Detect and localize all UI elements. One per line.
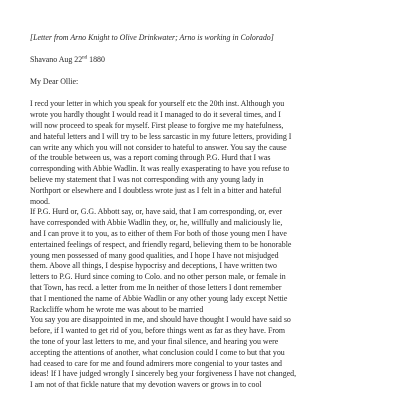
text-line: and I can prove it to you, as to either of them For both of those young men I have: [30, 228, 287, 238]
text-line: letters to P.G. Hurd since coming to Colo. and no other person male, or female in: [30, 272, 286, 282]
dateline-place-day: Shavano Aug 22: [30, 54, 83, 64]
text-line: Northport or elsewhere and I doubtless wrote just as I felt in a bitter and hateful: [30, 185, 282, 195]
text-line: can write any which you will not consider to hateful to answer. You say the cause: [30, 142, 287, 152]
salutation: My Dear Ollie:: [30, 76, 79, 86]
text-line: them. Above all things, I despise hypocrisy and deceptions, I have written two: [30, 261, 277, 271]
text-line: corresponding with Abbie Wadlin. It was really exasperating to have you refuse to: [30, 164, 290, 174]
text-line: entertained feelings of respect, and friendly regard, believing them to be honorable: [30, 239, 292, 249]
text-line: mood.: [30, 196, 50, 206]
letter-body: [30, 99, 376, 391]
editor-note: [Letter from Arno Knight to Olive Drinkwater; Arno is working in Colorado]: [30, 33, 274, 42]
text-line: wrote you hardly thought I would read it I managed to do it several times, and I: [30, 110, 281, 120]
dateline-year: 1880: [87, 54, 105, 64]
text-line: that I mentioned the name of Abbie Wadlin or any other young lady except Nettie: [30, 293, 288, 303]
dateline: [30, 55, 376, 66]
text-line: have corresponded with Abbie Wadlin they, or, he, willfully and maliciously lie,: [30, 218, 283, 228]
text-line: You say you are disappointed in me, and should have thought I would have said so: [30, 315, 291, 325]
text-line: had ceased to care for me and found admirers more congenial to your tastes and: [30, 358, 282, 368]
text-line: I am not of that fickle nature that my devotion wavers or grows in to cool: [30, 380, 262, 390]
letter-paragraph: [30, 315, 376, 391]
text-line: that Town, has recd. a letter from me In neither of those letters I dont remember: [30, 282, 282, 292]
text-line: and hateful letters and I will try to be less sarcastic in my future letters, providing I: [30, 131, 292, 141]
text-line: accepting the attentions of another, what conclusion could I come to but that you: [30, 347, 285, 357]
text-line: will now proceed to speak for myself. First please to forgive me my hatefulness,: [30, 120, 284, 130]
text-line: before, if I wanted to get rid of you, before things went as far as they have. From: [30, 326, 286, 336]
text-line: of the trouble between us, was a report coming through P.G. Hurd that I was: [30, 153, 271, 163]
text-line: believe my statement that I was not corresponding with any young lady in: [30, 174, 264, 184]
text-line: young men possessed of many good qualities, and I hope I have not misjudged: [30, 250, 279, 260]
text-line: ideas! If I have judged wrongly I sincerely beg your forgiveness I have not changed,: [30, 369, 297, 379]
letter-paragraph: [30, 207, 376, 315]
text-line: the tone of your last letters to me, and your final silence, and hearing you were: [30, 336, 279, 346]
dateline-ordinal: nd: [82, 55, 88, 61]
text-line: I recd your letter in which you speak for yourself etc the 20th inst. Although you: [30, 99, 285, 109]
text-line: If P.G. Hurd or, G.G. Abbott say, or, have said, that I am corresponding, or, ever: [30, 207, 283, 217]
letter-paragraph: [30, 99, 376, 207]
text-line: Rackcliffe whom he wrote me was about to be married: [30, 304, 204, 314]
